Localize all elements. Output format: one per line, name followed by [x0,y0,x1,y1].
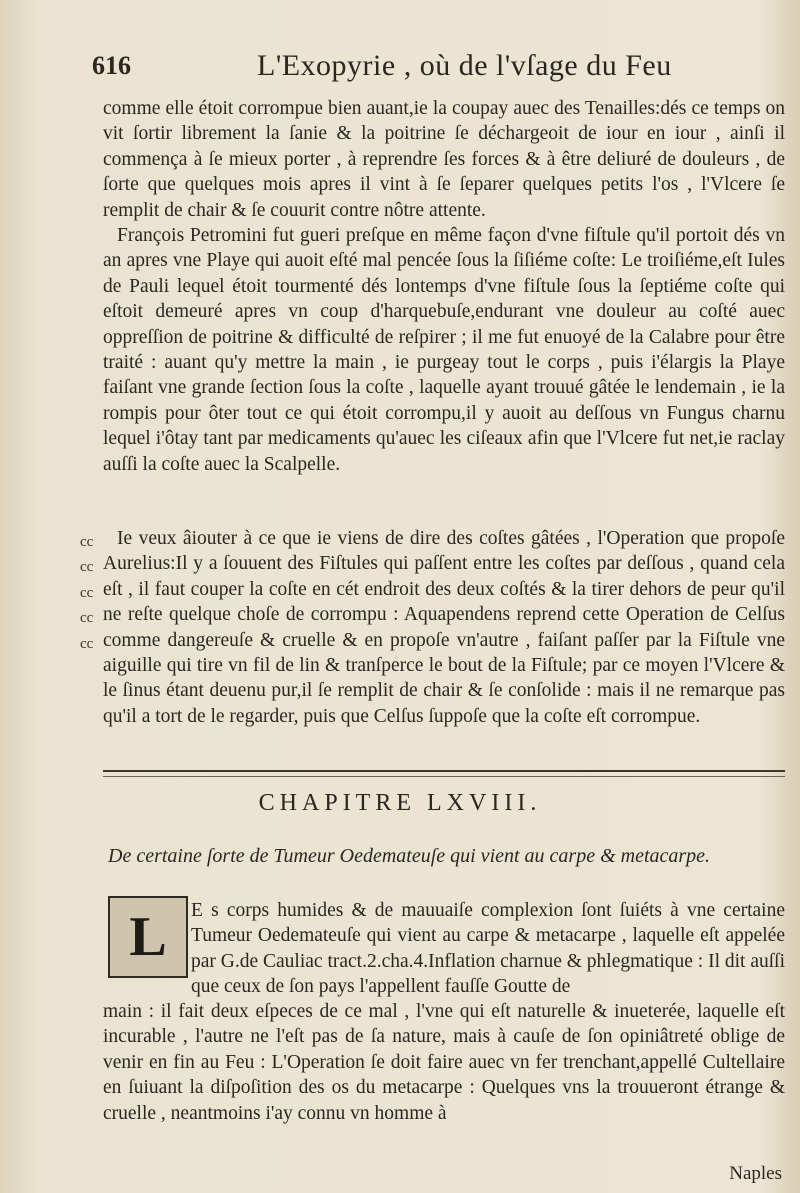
quoted-paragraph [103,526,785,729]
running-title: L'Exopyrie , où de l'vſage du Feu [257,49,672,82]
decorated-initial: L [108,896,188,978]
paragraph: E s corps humides & de mauuaiſe complexion ſont ſuiéts à vne certaine Tumeur Oedemateuſe qui vient au carpe & metacarpe , laquelle eſt appelée par G.de Cauliac tract.2.cha.4.Inflation charnue & phlegmatique : Il dit auſſi que ceux de ſon pays l'appellent fauſſe Goutte de [191,900,785,998]
section-divider [103,770,785,777]
paragraph: Ie veux âiouter à ce que ie viens de dire des coſtes gâtées , l'Operation que propoſe Aurelius:Il y a ſouuent des Fiſtules qui paſſent entre les coſtes par deſſous , quand cela eſt , il faut couper la coſte en cét endroit des deux coſtés & la tirer dehors de peur qu'il ne reſte quelque choſe de corrompu : Aquapendens reprend cette Operation de Celſus comme dangereuſe & cruelle & en propoſe vn'autre , faiſant paſſer par la Fiſtule vne aiguille qui tire vn fil de lin & tranſperce le bout de la Fiſtule; par ce moyen l'Vlcere & le ſinus étant deuenu pur,il ſe remplit de chair & ſe conſolide : mais il ne remarque pas qu'il a tort de le regarder, puis que Celſus ſuppoſe que la coſte eſt corrompue. [103,528,785,727]
chapter-subtitle: De certaine ſorte de Tumeur Oedemateuſe qui vient au carpe & metacarpe. [108,845,711,867]
paragraph: comme elle étoit corrompue bien auant,ie la coupay auec des Tenailles:dés ce temps on vit ſortir librement la ſanie & la poitrine ſe déchargeoit de iour en iour , ainſi il commença à ſe mieux porter , à reprendre ſes forces & à être deliuré de douleurs , de ſorte que quelques mois apres il vint à ſe ſeparer quelques petits l'os , l'Vlcere ſe remplit de chair & ſe couurit contre nôtre attente. [103,98,785,221]
chapter-title: CHAPITRE LXVIII. [258,790,542,816]
quote-mark: cc [80,559,94,576]
chapter-body-text [103,999,785,1126]
page-header [92,42,772,90]
quote-mark: cc [80,534,94,550]
quote-mark: cc [80,584,94,601]
paragraph: main : il fait deux eſpeces de ce mal , l'vne qui eſt naturelle & inueterée, laquelle eſt incurable , l'autre ne l'eſt pas de ſa nature, mais à cauſe de ſon opiniâtreté oblige de venir en fin au Feu : L'Operation ſe doit faire auec vn fer trenchant,appellé Cultellaire en ſuiuant la diſpoſition des os du metacarpe : Quelques vns la trouueront étrange & cruelle , neantmoins i'ay connu vn homme à [103,1001,785,1124]
quotation-marks [80,530,93,657]
catchword: Naples [729,1163,782,1184]
quote-mark: cc [80,610,94,627]
chapter-opening-text [191,898,785,1000]
page-number: 616 [92,51,131,80]
body-text-top [103,96,785,477]
paragraph: François Petromini fut gueri preſque en même façon d'vne fiſtule qu'il portoit dés vn an apres vne Playe qui auoit eſté mal pencée ſous la ſiſiéme coſte: Le troiſiéme,eſt Iules de Pauli lequel étoit tourmenté dés lontemps d'vne fiſtule ſous la ſeptiéme coſte qui eſtoit demeuré apres vn coup d'harquebuſe,endurant vne douleur au coſté auec oppreſſion de poitrine & difficulté de reſpirer ; il me fut enuoyé de la Calabre pour être traité : auant qu'y mettre la main , ie purgeay tout le corps , puis i'élargis la Playe faiſant vne grande ſection ſous la coſte , laquelle ayant trouué gâtée le lendemain , ie la rompis pour ôter tout ce qui étoit corrompu,il y auoit au deſſous vn Fungus charnu lequel i'ôtay tant par medicaments qu'auec les ciſeaux afin que l'Vlcere fut net,ie raclay auſſi la coſte auec la Scalpelle. [103,225,785,475]
quote-mark: cc [80,635,94,652]
